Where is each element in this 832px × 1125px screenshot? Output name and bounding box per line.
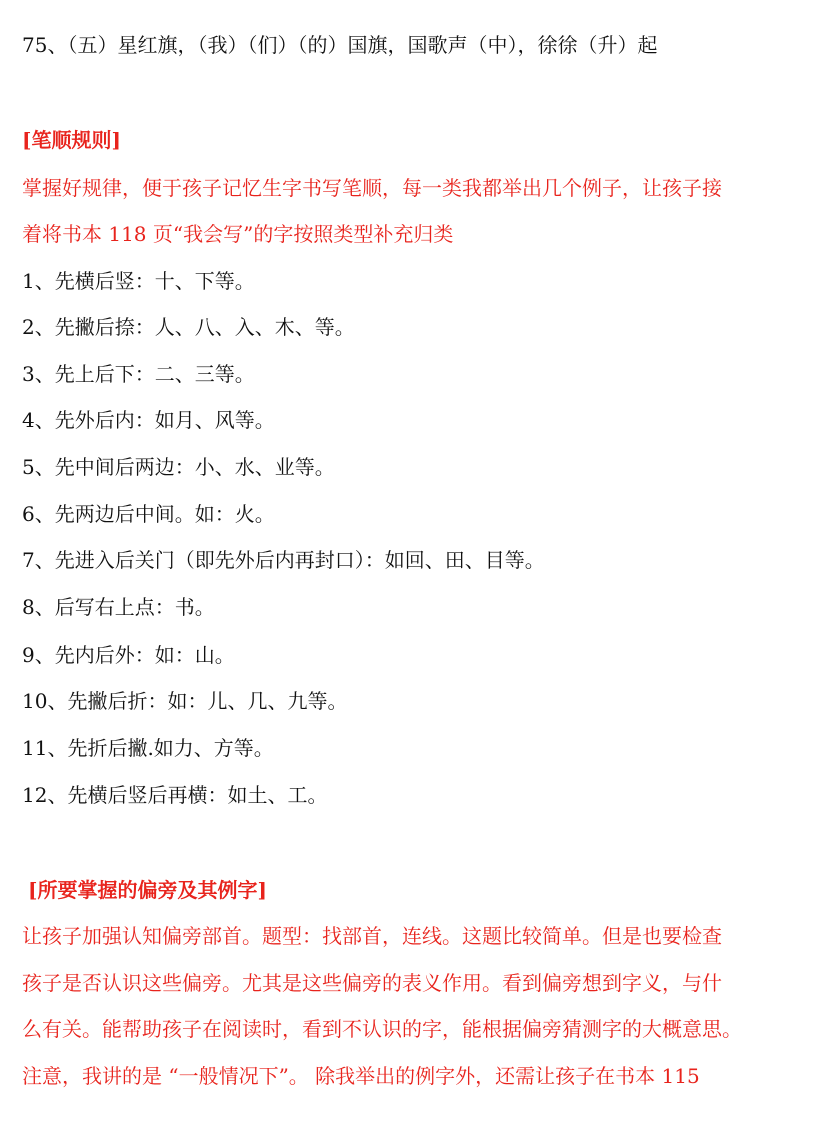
stroke-rule-item: 8、后写右上点：书。	[22, 595, 215, 619]
stroke-rule-item: 9、先内后外：如：山。	[22, 643, 235, 667]
stroke-rule-item: 5、先中间后两边：小、水、业等。	[22, 455, 335, 479]
stroke-order-intro-line-2: 着将书本 118 页“我会写”的字按照类型补充归类	[22, 222, 454, 246]
stroke-rule-item: 10、先撇后折：如：儿、几、九等。	[22, 689, 348, 713]
radicals-body-line-1: 让孩子加强认知偏旁部首。题型：找部首，连线。这题比较简单。但是也要检查	[22, 924, 722, 948]
stroke-rule-item: 7、先进入后关门（即先外后内再封口）：如回、田、目等。	[22, 548, 545, 572]
stroke-rule-item: 6、先两边后中间。如：火。	[22, 502, 275, 526]
exercise-75-line: 75、（五）星红旗，（我）（们）（的）国旗，国歌声（中），徐徐（升）起	[22, 33, 658, 57]
stroke-rule-item: 2、先撇后捺：人、八、入、木、等。	[22, 315, 355, 339]
stroke-rule-item: 1、先横后竖：十、下等。	[22, 269, 255, 293]
stroke-rule-item: 11、先折后撇.如力、方等。	[22, 736, 274, 760]
stroke-rule-item: 4、先外后内：如月、风等。	[22, 408, 275, 432]
radicals-body-line-3: 么有关。能帮助孩子在阅读时，看到不认识的字，能根据偏旁猜测字的大概意思。	[22, 1017, 742, 1041]
radicals-body-line-4: 注意，我讲的是 “一般情况下”。 除我举出的例字外，还需让孩子在书本 115	[22, 1064, 700, 1088]
stroke-order-intro-line-1: 掌握好规律，便于孩子记忆生字书写笔顺，每一类我都举出几个例子，让孩子接	[22, 176, 722, 200]
stroke-rule-item: 3、先上后下：二、三等。	[22, 362, 255, 386]
radicals-body-line-2: 孩子是否认识这些偏旁。尤其是这些偏旁的表义作用。看到偏旁想到字义，与什	[22, 971, 722, 995]
radicals-heading: [所要掌握的偏旁及其例字]	[28, 878, 267, 902]
stroke-order-heading: [笔顺规则]	[22, 128, 121, 152]
stroke-rule-item: 12、先横后竖后再横：如土、工。	[22, 783, 328, 807]
